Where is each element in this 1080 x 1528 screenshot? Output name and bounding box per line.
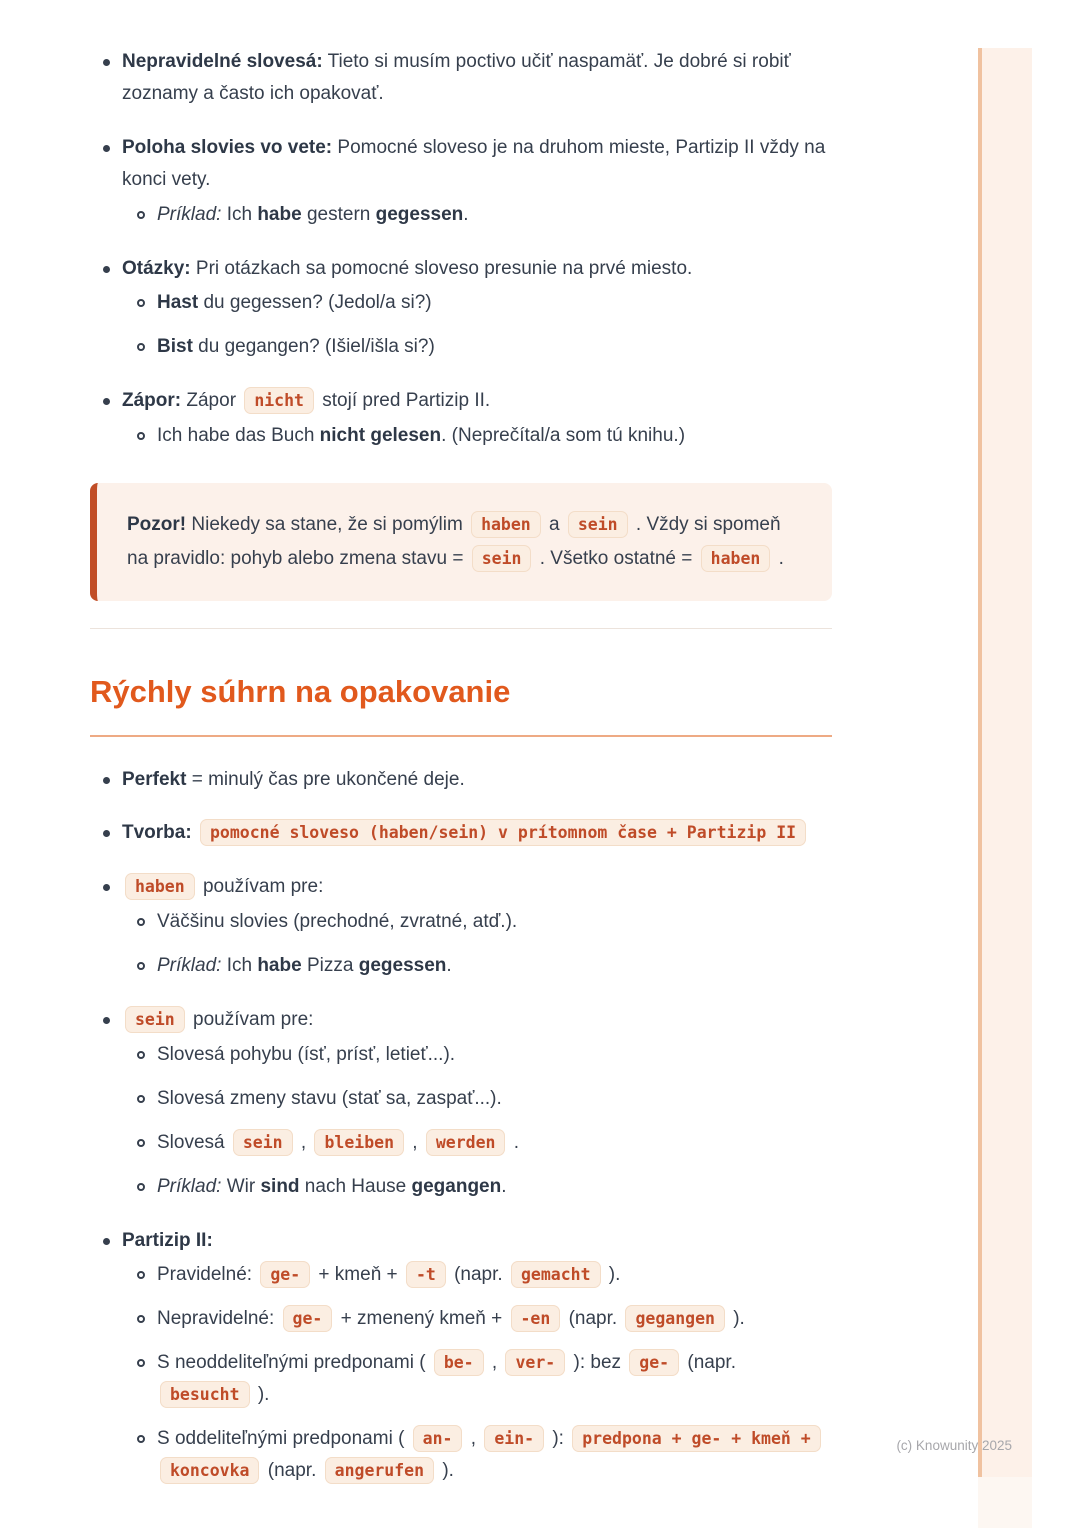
copyright-note: (c) Knowunity 2025	[896, 1438, 1012, 1453]
sub-list-item	[90, 1259, 832, 1291]
code-badge: besucht	[160, 1381, 250, 1408]
text-run: (napr.	[262, 1460, 322, 1482]
text-run: Niekedy sa stane, že si pomýlim	[186, 514, 469, 536]
sub-list-item	[90, 1127, 832, 1159]
text-run: ,	[486, 1352, 503, 1374]
text-run: S neoddeliteľnými predponami (	[157, 1352, 431, 1374]
code-badge: pomocné sloveso (haben/sein) v prítomnom čase + Partizip II	[200, 819, 806, 846]
bullet-marker	[103, 884, 110, 891]
code-badge: ein-	[484, 1425, 544, 1452]
code-badge: -t	[406, 1261, 446, 1288]
italic-text: Príklad:	[157, 203, 222, 225]
bold-text: Nepravidelné slovesá:	[122, 51, 323, 72]
text-run: S oddeliteľnými predponami (	[157, 1428, 410, 1450]
text-run: du gegessen? (Jedol/a si?)	[198, 292, 432, 314]
bold-text: nicht gelesen	[319, 425, 442, 447]
bullet-marker	[137, 1095, 145, 1103]
sub-list-item	[90, 199, 832, 231]
bullet-marker	[137, 211, 145, 219]
code-badge: -en	[511, 1305, 561, 1332]
bullet-marker	[137, 1051, 145, 1059]
text-run: . Vždy si spomeň na pravidlo: pohyb alebo zmena stavu =	[127, 514, 781, 570]
text-run: používam pre:	[197, 876, 324, 898]
text-run: Zápor	[181, 390, 242, 412]
text-run: . Všetko ostatné =	[534, 548, 698, 570]
code-badge: ge-	[629, 1349, 679, 1376]
sub-list-item	[90, 950, 832, 982]
bullet-marker	[137, 299, 145, 307]
text-run: Pri otázkach sa pomocné sloveso presunie na prvé miesto.	[190, 257, 693, 279]
code-badge: an-	[413, 1425, 463, 1452]
bold-text: Bist	[157, 336, 193, 358]
sub-list-item	[90, 420, 832, 452]
text-run: .	[463, 203, 469, 225]
text-run: Pizza	[301, 955, 359, 977]
text-run: a	[543, 514, 565, 536]
bullet-marker	[103, 1017, 110, 1024]
text-run: = minulý čas pre ukončené deje.	[186, 768, 465, 790]
bold-text: sind	[260, 1175, 300, 1197]
bold-text: Poloha slovies vo vete:	[122, 136, 333, 158]
code-badge: ge-	[283, 1305, 333, 1332]
bullet-marker	[103, 777, 110, 784]
code-badge: haben	[125, 873, 195, 900]
text-run: ).	[437, 1460, 454, 1482]
content-blocks	[90, 46, 832, 1487]
text-run: + kmeň +	[313, 1264, 403, 1286]
text-run: .	[446, 955, 452, 977]
code-badge: haben	[471, 511, 541, 538]
sub-list-item	[90, 287, 832, 319]
bold-text: habe	[257, 203, 302, 225]
bullet-marker	[137, 918, 145, 926]
italic-text: Príklad:	[157, 955, 222, 977]
text-run: ,	[295, 1131, 312, 1153]
text-run: .	[501, 1175, 507, 1197]
bullet-marker	[137, 1139, 145, 1147]
text-run: nach Hause	[299, 1175, 412, 1197]
code-badge: ver-	[505, 1349, 565, 1376]
text-run: Slovesá pohybu (ísť, prísť, letieť...).	[157, 1043, 456, 1065]
code-badge: sein	[472, 545, 532, 572]
bullet-marker	[137, 432, 145, 440]
list-item	[90, 46, 832, 110]
list-item	[90, 764, 832, 796]
text-run: ): bez	[568, 1352, 627, 1374]
list-item	[90, 817, 832, 849]
bullet-marker	[103, 266, 110, 273]
code-badge: haben	[701, 545, 771, 572]
text-run: . (Neprečítal/a som tú knihu.)	[441, 425, 686, 447]
text-run: Tieto si musím poctivo učiť naspamäť. Je dobré si robiť zoznamy a často ich opakovať.	[122, 51, 791, 104]
text-run: stojí pred Partizip II.	[316, 390, 491, 412]
bold-text: Zápor:	[122, 390, 182, 412]
bold-text: Otázky:	[122, 257, 191, 279]
code-badge: sein	[233, 1129, 293, 1156]
text-run: Ich habe das Buch	[157, 425, 320, 447]
sub-list-item	[90, 1171, 832, 1203]
text-run: Nepravidelné:	[157, 1308, 280, 1330]
sub-list-item	[90, 906, 832, 938]
section-heading: Rýchly súhrn na opakovanie	[90, 666, 832, 736]
sub-list-item	[90, 1039, 832, 1071]
bullet-marker	[137, 343, 145, 351]
text-run: ).	[603, 1264, 621, 1286]
callout-box	[90, 483, 832, 601]
bold-text: gegessen	[375, 203, 464, 225]
text-run: používam pre:	[187, 1009, 314, 1031]
text-run: ).	[727, 1308, 745, 1330]
bold-text: Pozor!	[127, 514, 187, 536]
list-item	[90, 1004, 832, 1036]
code-badge: werden	[426, 1129, 506, 1156]
bullet-marker	[137, 1315, 145, 1323]
bullet-marker	[103, 1238, 110, 1245]
bullet-marker	[103, 830, 110, 837]
text-run: ,	[465, 1428, 482, 1450]
page-edge-strip	[978, 48, 1032, 1477]
text-run: (napr.	[682, 1352, 736, 1374]
code-badge: angerufen	[325, 1457, 434, 1484]
text-run: (napr.	[563, 1308, 623, 1330]
text-run: Wir	[221, 1175, 261, 1197]
sub-list-item	[90, 1423, 832, 1487]
italic-text: Príklad:	[157, 1175, 222, 1197]
text-run: Pravidelné:	[157, 1264, 258, 1286]
text-run: Pomocné sloveso je na druhom mieste, Partizip II vždy na konci vety.	[122, 136, 826, 190]
bullet-marker	[103, 145, 110, 152]
bold-text: Hast	[157, 292, 199, 314]
text-run: du gegangen? (Išiel/išla si?)	[192, 336, 435, 358]
list-item	[90, 871, 832, 903]
section-divider	[90, 628, 832, 629]
text-run: ,	[407, 1131, 423, 1153]
list-item	[90, 1225, 832, 1257]
code-badge: gemacht	[511, 1261, 601, 1288]
text-run: Ich	[221, 955, 258, 977]
sub-list-item	[90, 331, 832, 363]
text-run: gestern	[301, 203, 376, 225]
list-item	[90, 132, 832, 196]
bullet-marker	[103, 398, 110, 405]
bullet-marker	[137, 1435, 145, 1443]
code-badge: nicht	[244, 387, 314, 414]
text-run: Slovesá	[157, 1131, 230, 1153]
text-run: + zmenený kmeň +	[335, 1308, 508, 1330]
sub-list-item	[90, 1347, 832, 1411]
sub-list-item	[90, 1083, 832, 1115]
page-edge-strip-lower	[978, 1477, 1032, 1528]
bold-text: Partizip II:	[122, 1229, 213, 1251]
bold-text: habe	[257, 955, 302, 977]
bold-text: gegangen	[411, 1175, 502, 1197]
text-run: (napr.	[448, 1264, 508, 1286]
text-run: .	[773, 548, 784, 570]
code-badge: bleiben	[314, 1129, 404, 1156]
text-run: .	[508, 1131, 520, 1153]
sub-list-item	[90, 1303, 832, 1335]
text-run: ).	[252, 1384, 270, 1406]
text-run	[192, 822, 197, 843]
code-badge: be-	[434, 1349, 484, 1376]
code-badge: gegangen	[625, 1305, 724, 1332]
code-badge: sein	[125, 1006, 185, 1033]
bullet-marker	[137, 1359, 145, 1367]
text-run: Ich	[221, 203, 258, 225]
bold-text: gegessen	[358, 955, 447, 977]
text-run: Slovesá zmeny stavu (stať sa, zaspať...).	[157, 1087, 502, 1109]
code-badge: ge-	[260, 1261, 310, 1288]
code-badge: predpona + ge- + kmeň + koncovka	[160, 1425, 821, 1484]
bold-text: Perfekt	[122, 768, 187, 790]
bullet-marker	[137, 962, 145, 970]
bold-text: Tvorba:	[122, 822, 192, 844]
list-item	[90, 385, 832, 417]
text-run: Väčšinu slovies (prechodné, zvratné, atď.).	[157, 911, 518, 933]
list-item	[90, 253, 832, 285]
bullet-marker	[137, 1271, 145, 1279]
text-run: ):	[547, 1428, 570, 1450]
bullet-marker	[103, 59, 110, 66]
bullet-marker	[137, 1183, 145, 1191]
code-badge: sein	[568, 511, 628, 538]
